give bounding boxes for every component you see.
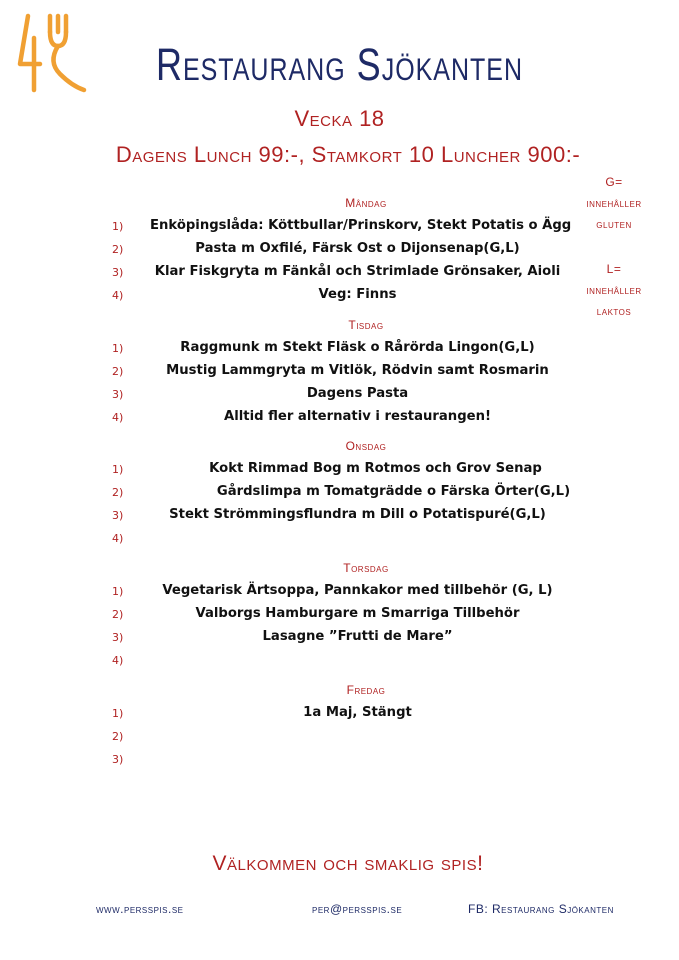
item-number: 4)	[112, 289, 124, 302]
menu-item: Gårdslimpa m Tomatgrädde o Färska Örter(G,L)	[216, 484, 571, 499]
menu-item: Dagens Pasta	[306, 386, 409, 401]
item-number: 4)	[112, 654, 124, 667]
email-link[interactable]: per@persspis.se	[312, 902, 403, 916]
lunch-offer: Dagens Lunch 99:-, Stamkort 10 Luncher 900:-	[115, 142, 581, 167]
menu-item: Alltid fler alternativ i restaurangen!	[224, 409, 491, 424]
item-number: 3)	[112, 388, 124, 401]
welcome-message: Välkommen och smaklig spis!	[212, 852, 484, 875]
legend-gluten-symbol: G=	[605, 175, 623, 189]
item-number: 1)	[112, 585, 124, 598]
menu-item: Klar Fiskgryta m Fänkål och Strimlade Grönsaker, Aioli	[154, 264, 561, 279]
item-number: 3)	[112, 266, 124, 279]
menu-item: Valborgs Hamburgare m Smarriga Tillbehör	[195, 606, 520, 621]
menu-item: 1a Maj, Stängt	[303, 705, 412, 720]
restaurant-title: Restaurang Sjökanten	[155, 38, 524, 90]
item-number: 1)	[112, 463, 124, 476]
website-link[interactable]: www.persspis.se	[96, 902, 184, 916]
legend-laktos-symbol: L=	[606, 262, 622, 276]
week-label: Vecka 18	[294, 106, 385, 131]
menu-item: Mustig Lammgryta m Vitlök, Rödvin samt Rosmarin	[166, 363, 549, 378]
day-heading-tisdag: Tisdag	[348, 318, 384, 332]
legend-laktos	[584, 259, 644, 322]
item-number: 4)	[112, 532, 124, 545]
day-heading-mandag: Måndag	[345, 196, 387, 210]
legend-gluten-text: innehåller	[586, 196, 642, 210]
item-number: 2)	[112, 243, 124, 256]
menu-item: Veg: Finns	[318, 287, 397, 302]
item-number: 3)	[112, 753, 124, 766]
item-number: 1)	[112, 342, 124, 355]
item-number: 4)	[112, 411, 124, 424]
day-heading-onsdag: Onsdag	[345, 439, 387, 453]
item-number: 3)	[112, 509, 124, 522]
menu-item: Pasta m Oxfilé, Färsk Ost o Dijonsenap(G,L)	[195, 241, 520, 256]
menu-item: Vegetarisk Ärtsoppa, Pannkakor med tillbehör (G, L)	[162, 583, 553, 598]
day-heading-fredag: Fredag	[346, 683, 386, 697]
legend-laktos-text: laktos	[596, 304, 632, 318]
item-number: 2)	[112, 486, 124, 499]
menu-item: Stekt Strömmingsflundra m Dill o Potatispuré(G,L)	[169, 507, 546, 522]
item-number: 1)	[112, 707, 124, 720]
item-number: 2)	[112, 365, 124, 378]
menu-item: Enköpingslåda: Köttbullar/Prinskorv, Stekt Potatis o Ägg	[150, 218, 572, 233]
facebook-link[interactable]: FB: Restaurang Sjökanten	[468, 902, 614, 916]
menu-item: Kokt Rimmad Bog m Rotmos och Grov Senap	[209, 461, 542, 476]
legend-gluten-text: gluten	[596, 217, 632, 231]
menu-item: Raggmunk m Stekt Fläsk o Rårörda Lingon(G,L)	[180, 340, 535, 355]
item-number: 1)	[112, 220, 124, 233]
item-number: 2)	[112, 608, 124, 621]
item-number: 2)	[112, 730, 124, 743]
day-heading-torsdag: Torsdag	[343, 561, 389, 575]
menu-item: Lasagne ”Frutti de Mare”	[262, 629, 453, 644]
legend-laktos-text: innehåller	[586, 283, 642, 297]
legend-gluten	[584, 172, 644, 235]
item-number: 3)	[112, 631, 124, 644]
